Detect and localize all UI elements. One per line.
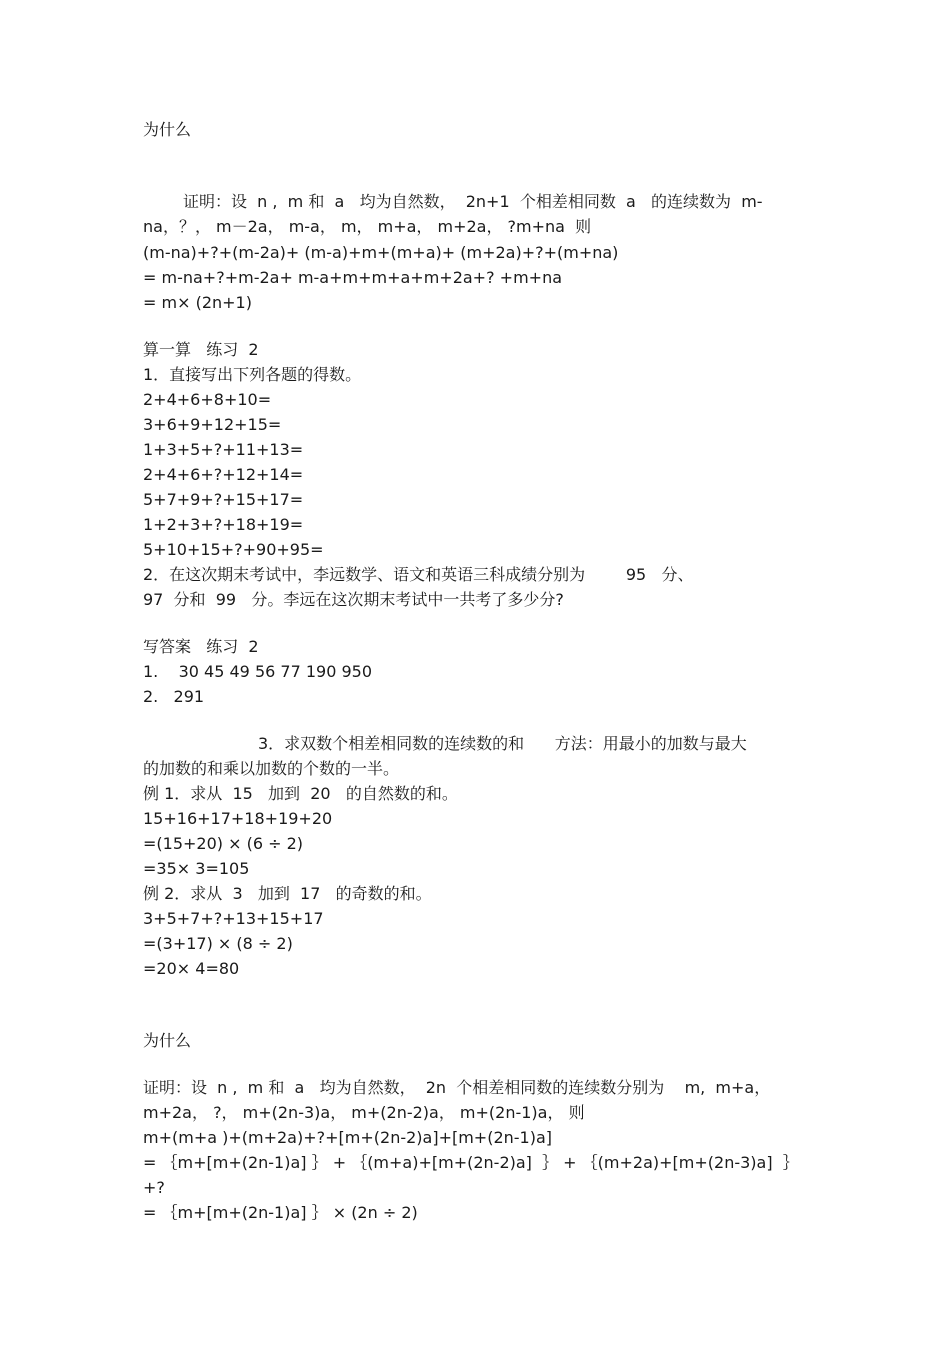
question-1: 1．直接写出下列各题的得数。 xyxy=(143,365,362,384)
expr-7: 5+10+15+?+90+95= xyxy=(143,540,324,559)
section-exercise-2: 算一算 练习 2 xyxy=(143,340,259,359)
expr-4: 2+4+6+?+12+14= xyxy=(143,465,304,484)
expr-6: 1+2+3+?+18+19= xyxy=(143,515,304,534)
proof-2-line-2: m+2a， ?， m+(2n-3)a， m+(2n-2)a， m+(2n-1)a， 则 xyxy=(143,1103,585,1122)
question-2-line-1: 2．在这次期末考试中，李远数学、语文和英语三科成绩分别为 95 分、 xyxy=(143,565,694,584)
example-1-title: 例 1．求从 15 加到 20 的自然数的和。 xyxy=(143,784,458,803)
proof-2-line-3: m+(m+a )+(m+2a)+?+[m+(2n-2)a]+[m+(2n-1)a] xyxy=(143,1128,553,1147)
method-3-line-2: 的加数的和乘以加数的个数的一半。 xyxy=(143,759,400,778)
proof-2-line-1: 证明：设 n , m 和 a 均为自然数， 2n 个相差相同数的连续数分别为 m, m+a， xyxy=(143,1078,771,1097)
proof-1-line-5: = m× (2n+1) xyxy=(143,293,252,312)
proof-2-line-6: = ｛m+[m+(2n-1)a] ｝ × (2n ÷ 2) xyxy=(143,1203,418,1222)
answer-1: 1. 30 45 49 56 77 190 950 xyxy=(143,662,372,681)
example-1-step-3: =35× 3=105 xyxy=(143,859,250,878)
example-2-title: 例 2．求从 3 加到 17 的奇数的和。 xyxy=(143,884,432,903)
example-1-step-1: 15+16+17+18+19+20 xyxy=(143,809,333,828)
example-2-step-3: =20× 4=80 xyxy=(143,959,240,978)
section-answers-2: 写答案 练习 2 xyxy=(143,637,259,656)
question-2-line-2: 97 分和 99 分。李远在这次期末考试中一共考了多少分? xyxy=(143,590,564,609)
example-2-step-1: 3+5+7+?+13+15+17 xyxy=(143,909,324,928)
heading-why-2: 为什么 xyxy=(143,1031,192,1050)
expr-5: 5+7+9+?+15+17= xyxy=(143,490,304,509)
heading-why-1: 为什么 xyxy=(143,120,192,139)
example-1-step-2: =(15+20) × (6 ÷ 2) xyxy=(143,834,304,853)
expr-3: 1+3+5+?+11+13= xyxy=(143,440,304,459)
proof-1-line-4: = m-na+?+m-2a+ m-a+m+m+a+m+2a+? +m+na xyxy=(143,268,563,287)
proof-2-line-5: +? xyxy=(143,1178,165,1197)
example-2-step-2: =(3+17) × (8 ÷ 2) xyxy=(143,934,293,953)
proof-1-line-3: (m-na)+?+(m-2a)+ (m-a)+m+(m+a)+ (m+2a)+?+(m+na) xyxy=(143,243,619,262)
proof-2-line-4: = ｛m+[m+(2n-1)a] ｝ + ｛(m+a)+[m+(2n-2)a] ｝ + ｛(m+2a)+[m+(2n-3)a] ｝ xyxy=(143,1153,799,1172)
proof-1-line-1: 证明：设 n , m 和 a 均为自然数， 2n+1 个相差相同数 a 的连续数为 m- xyxy=(183,192,763,211)
expr-2: 3+6+9+12+15= xyxy=(143,415,282,434)
expr-1: 2+4+6+8+10= xyxy=(143,390,272,409)
proof-1-line-2: na，？， m－2a， m-a， m， m+a， m+2a， ?m+na 则 xyxy=(143,217,592,236)
method-3-line-1: 3．求双数个相差相同数的连续数的和 方法：用最小的加数与最大 xyxy=(258,734,747,753)
answer-2: 2. 291 xyxy=(143,687,205,706)
